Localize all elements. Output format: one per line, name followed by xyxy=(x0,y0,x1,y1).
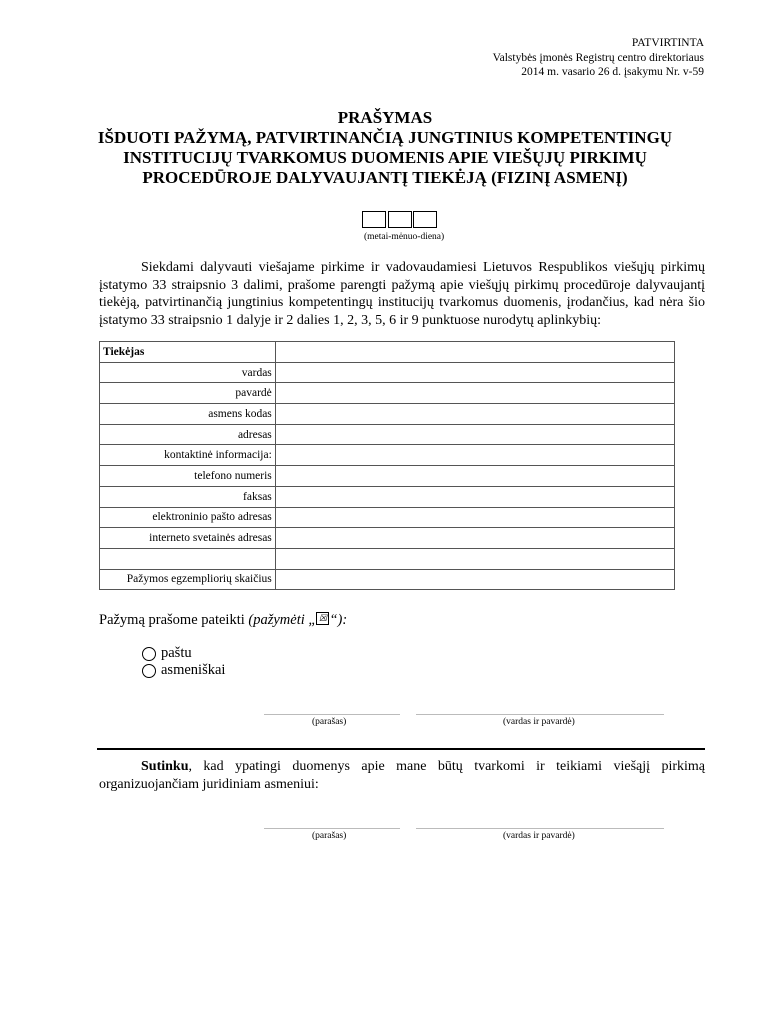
row-label: elektroninio pašto adresas xyxy=(100,507,276,528)
row-value-field[interactable] xyxy=(275,383,674,404)
table-row xyxy=(100,445,675,466)
title-line-2: IŠDUOTI PAŽYMĄ, PATVIRTINANČIĄ JUNGTINIUS KOMPETENTINGŲ xyxy=(97,128,673,147)
table-row xyxy=(100,404,675,425)
table-row xyxy=(100,528,675,549)
table-row xyxy=(100,486,675,507)
table-row xyxy=(100,424,675,445)
title-line-4: PROCEDŪROJE DALYVAUJANTĮ TIEKĖJĄ (FIZINĮ ASMENĮ) xyxy=(142,168,628,187)
intro-paragraph: Siekdami dalyvauti viešajame pirkime ir vadovaudamiesi Lietuvos Respublikos viešųjų pirkimų įstatymo 33 straipsnio 3 dalimi, prašome parengti pažymą apie viešųjų pirkimų procedūroje dalyvaujantį tiekėją, patvirtinančią jungtinius kompetentingų institucijų tvarkomus duomenis, įrodančius, kad nėra šio įstatymo 33 straipsnio 1 dalyje ir 2 dalies 1, 2, 3, 5, 6 ir 9 punktuose nurodytų aplinkybių: xyxy=(99,260,705,328)
row-value-field[interactable] xyxy=(275,486,674,507)
row-label xyxy=(100,548,276,569)
name-caption: (vardas ir pavardė) xyxy=(503,717,575,727)
date-day-box[interactable] xyxy=(413,211,437,228)
radio-in-person[interactable] xyxy=(142,664,156,678)
option-in-person-label: asmeniškai xyxy=(161,662,226,678)
row-value-field[interactable] xyxy=(275,466,674,487)
title-line-3: INSTITUCIJŲ TVARKOMUS DUOMENIS APIE VIEŠŲJŲ PIRKIMŲ xyxy=(123,148,647,167)
approval-note xyxy=(493,36,704,80)
radio-post[interactable] xyxy=(142,647,156,661)
table-header-label: Tiekėjas xyxy=(100,342,276,363)
row-label: kontaktinė informacija: xyxy=(100,445,276,466)
approval-title: PATVIRTINTA xyxy=(631,37,704,49)
date-caption: (metai-mėnuo-diena) xyxy=(364,232,445,242)
approval-order: 2014 m. vasario 26 d. įsakymu Nr. v-59 xyxy=(521,66,704,78)
row-value-field[interactable] xyxy=(275,404,674,425)
row-label: interneto svetainės adresas xyxy=(100,528,276,549)
date-year-box[interactable] xyxy=(362,211,386,228)
request-text: Pažymą prašome pateikti xyxy=(99,612,249,628)
consent-signature-caption: (parašas) xyxy=(312,831,347,841)
supplier-table xyxy=(99,341,675,590)
table-row xyxy=(100,362,675,383)
option-post-label: paštu xyxy=(161,645,192,661)
consent-text: , kad ypatingi duomenys apie mane būtų tvarkomi ir teikiami viešąjį pirkimą organizuojančiam juridiniam asmeniui: xyxy=(99,759,705,792)
title-line-1: PRAŠYMAS xyxy=(337,108,433,127)
row-value-field[interactable] xyxy=(275,445,674,466)
checkbox-icon: ☒ xyxy=(316,612,329,625)
row-value-field[interactable] xyxy=(275,548,674,569)
table-row xyxy=(100,507,675,528)
approval-issuer: Valstybės įmonės Registrų centro direktoriaus xyxy=(492,51,704,64)
consent-bold: Sutinku xyxy=(141,759,189,774)
document-title xyxy=(0,108,770,188)
row-value-field[interactable] xyxy=(275,362,674,383)
table-header-value xyxy=(275,342,674,363)
row-label: pavardė xyxy=(100,383,276,404)
delivery-request xyxy=(99,612,347,629)
name-line[interactable] xyxy=(416,714,664,715)
row-value-field[interactable] xyxy=(275,424,674,445)
section-divider xyxy=(97,748,705,750)
table-row xyxy=(100,383,675,404)
row-value-field[interactable] xyxy=(275,528,674,549)
row-value-field[interactable] xyxy=(275,569,674,590)
request-instruction-start: (pažymėti „ xyxy=(248,612,317,628)
row-label: telefono numeris xyxy=(100,466,276,487)
row-label: asmens kodas xyxy=(100,404,276,425)
table-row xyxy=(100,466,675,487)
table-row xyxy=(100,548,675,569)
consent-name-line[interactable] xyxy=(416,828,664,829)
row-label: adresas xyxy=(100,424,276,445)
table-row xyxy=(100,569,675,590)
date-field[interactable] xyxy=(362,211,436,228)
consent-paragraph xyxy=(99,758,705,793)
option-post[interactable] xyxy=(142,645,192,662)
row-value-field[interactable] xyxy=(275,507,674,528)
table-header-row xyxy=(100,342,675,363)
option-in-person[interactable] xyxy=(142,662,225,679)
consent-name-caption: (vardas ir pavardė) xyxy=(503,831,575,841)
signature-caption: (parašas) xyxy=(312,717,347,727)
row-label: Pažymos egzempliorių skaičius xyxy=(100,569,276,590)
date-month-box[interactable] xyxy=(388,211,412,228)
consent-signature-line[interactable] xyxy=(264,828,400,829)
signature-line[interactable] xyxy=(264,714,400,715)
request-instruction-end: “): xyxy=(329,612,348,628)
row-label: vardas xyxy=(100,362,276,383)
row-label: faksas xyxy=(100,486,276,507)
